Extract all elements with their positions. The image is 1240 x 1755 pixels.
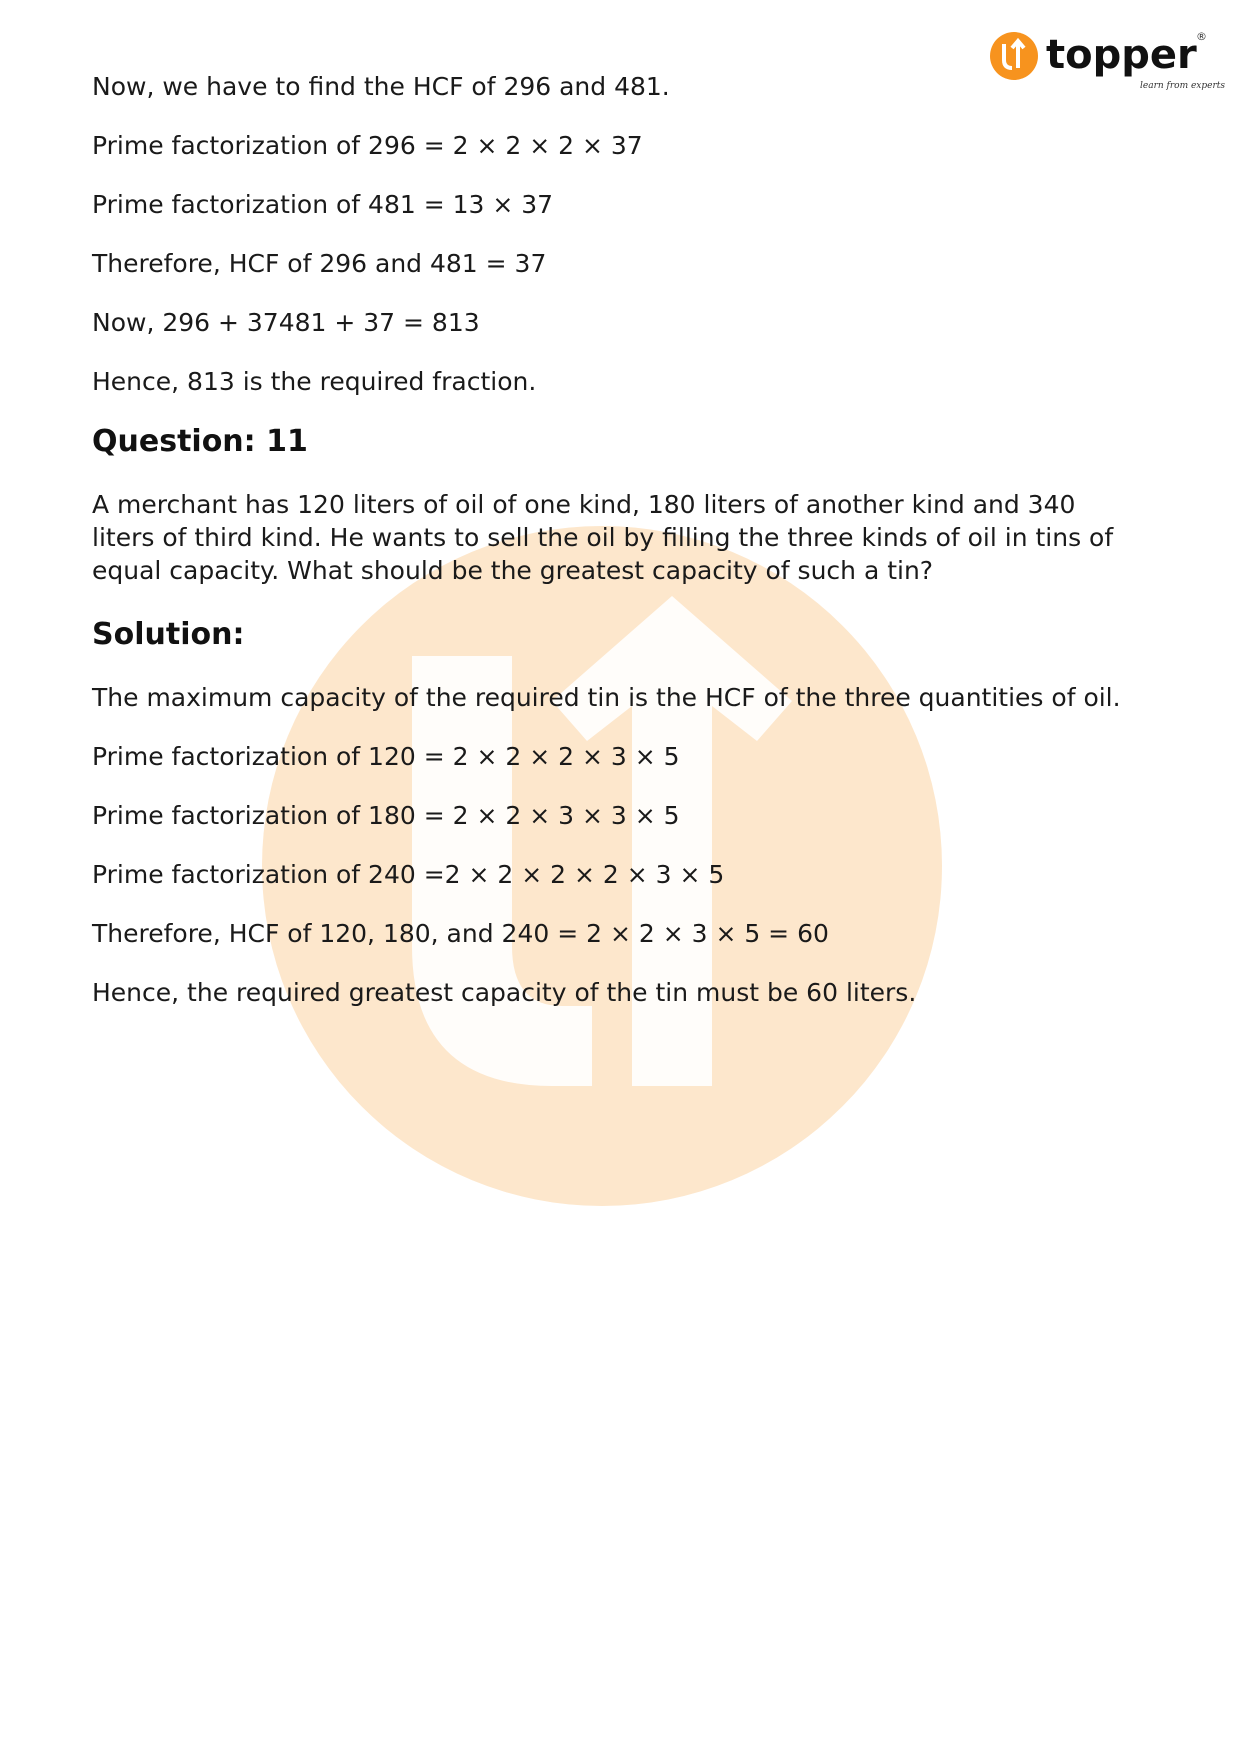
solution-line-2: Prime factorization of 180 = 2 × 2 × 3 × 3 × 5 <box>92 801 680 830</box>
solution-line-4: Therefore, HCF of 120, 180, and 240 = 2 × 2 × 3 × 5 = 60 <box>92 919 829 948</box>
intro-line-4: Therefore, HCF of 296 and 481 = 37 <box>92 249 547 278</box>
brand-logo-circle-icon <box>990 32 1038 80</box>
brand-name: topper <box>1046 32 1197 78</box>
intro-line-6: Hence, 813 is the required fraction. <box>92 367 537 396</box>
brand-tagline: learn from experts <box>1140 81 1226 91</box>
brand-logo <box>990 26 1226 96</box>
solution-line-3: Prime factorization of 240 =2 × 2 × 2 × 2 × 3 × 5 <box>92 860 725 889</box>
intro-line-3: Prime factorization of 481 = 13 × 37 <box>92 190 554 219</box>
solution-heading: Solution: <box>92 617 245 652</box>
document-content <box>92 70 1142 1035</box>
solution-text: The maximum capacity of the required tin is the HCF of the three quantities of oil. <box>92 683 1121 712</box>
intro-line-5: Now, 296 + 37481 + 37 = 813 <box>92 308 480 337</box>
solution-line-1: Prime factorization of 120 = 2 × 2 × 2 × 3 × 5 <box>92 742 680 771</box>
registered-mark: ® <box>1196 30 1207 43</box>
brand-logo-graphic <box>990 26 1226 96</box>
question-text: A merchant has 120 liters of oil of one kind, 180 liters of another kind and 340 liters of third kind. He wants to sell the oil by filling the three kinds of oil in tins of equal capacity. What should be the greatest capacity of such a tin? <box>92 490 1114 585</box>
intro-line-1: Now, we have to find the HCF of 296 and 481. <box>92 72 670 101</box>
question-heading: Question: 11 <box>92 424 308 459</box>
intro-line-2: Prime factorization of 296 = 2 × 2 × 2 × 37 <box>92 131 643 160</box>
solution-line-5: Hence, the required greatest capacity of the tin must be 60 liters. <box>92 978 917 1007</box>
